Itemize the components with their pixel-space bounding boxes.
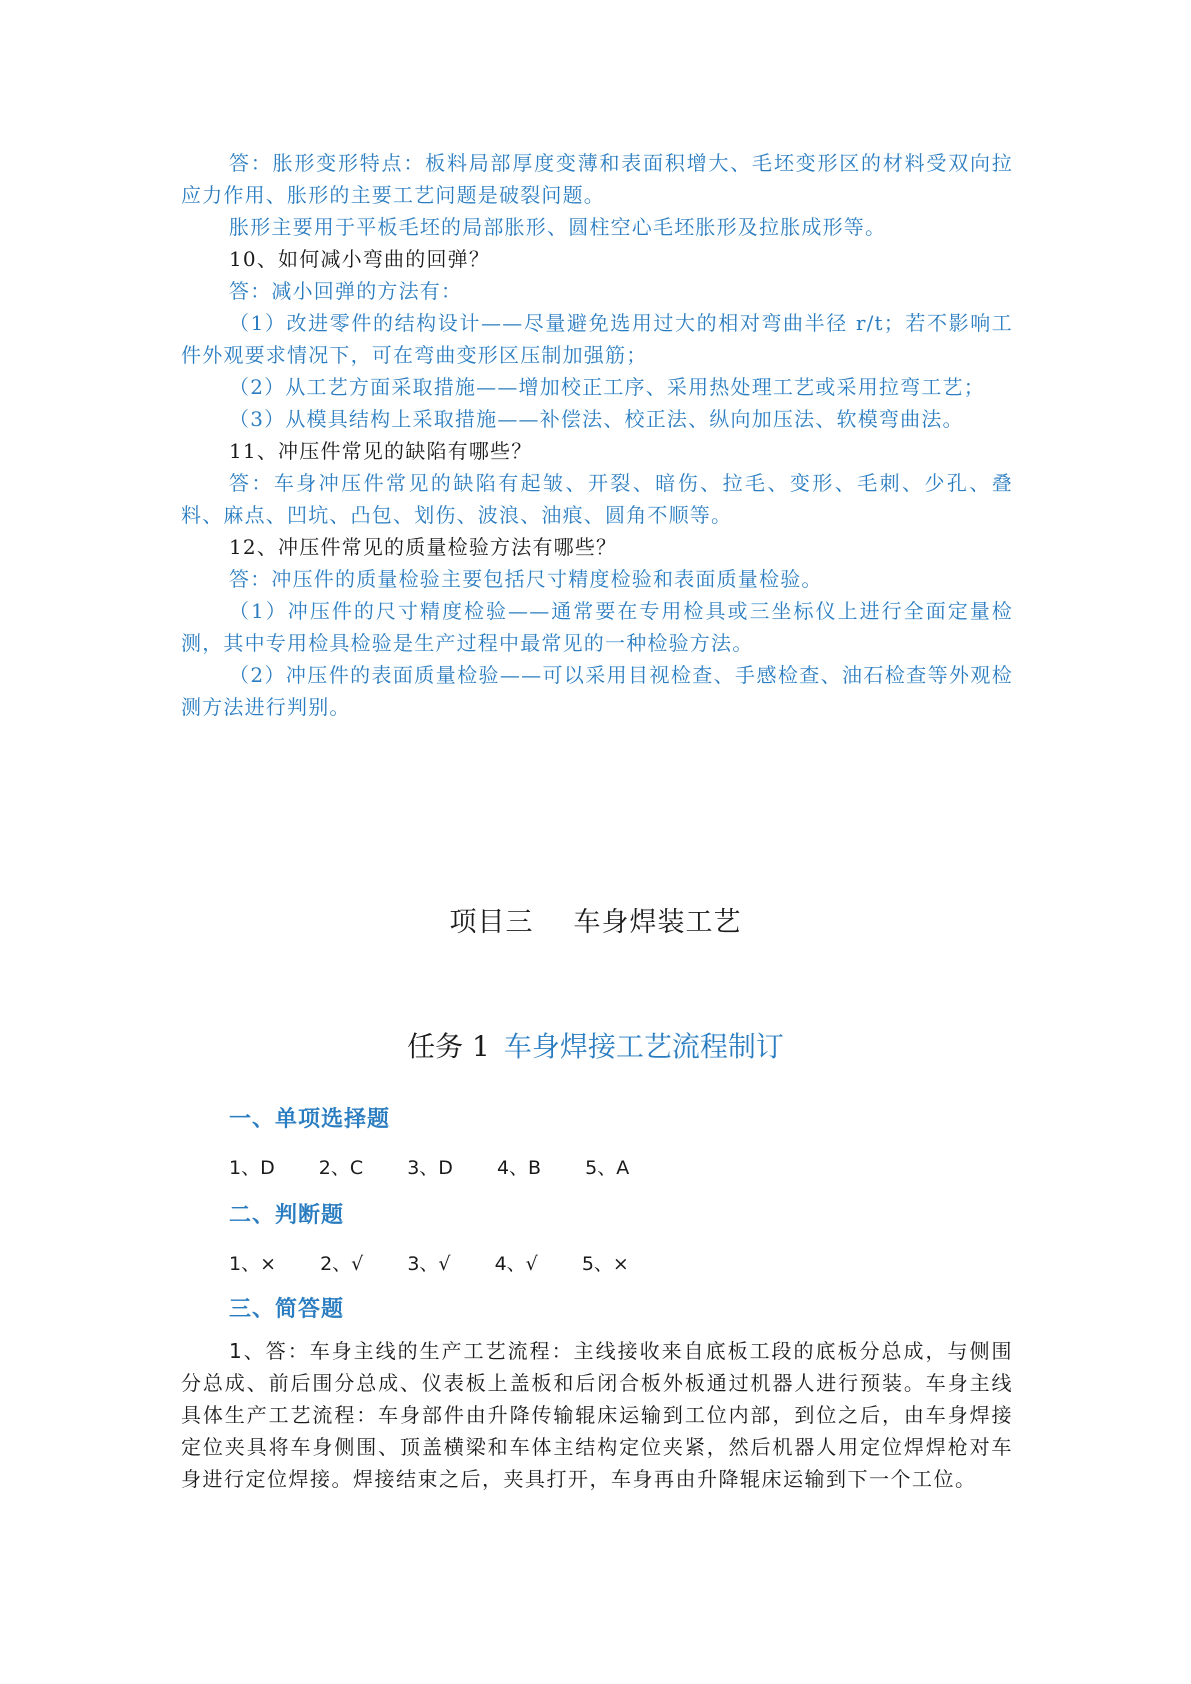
answer-item: 4、B	[496, 1157, 542, 1179]
answer-item: 3、D	[407, 1157, 453, 1179]
answer-item: 4、√	[494, 1253, 538, 1275]
answer-item: 1、D	[229, 1157, 275, 1179]
task-name: 车身焊接工艺流程制订	[503, 1030, 784, 1063]
project-label: 项目三	[449, 907, 534, 938]
answer-item: 2、C	[318, 1157, 364, 1179]
section-short-answer-title: 三、简答题	[229, 1297, 345, 1322]
answer-12-intro: 答：冲压件的质量检验主要包括尺寸精度检验和表面质量检验。	[229, 567, 823, 591]
question-11: 11、冲压件常见的缺陷有哪些？	[229, 439, 533, 463]
section-true-false-title: 二、判断题	[229, 1203, 345, 1228]
task-label: 任务 1	[407, 1030, 490, 1063]
answer-9-paragraph-1: 答：胀形变形特点：板料局部厚度变薄和表面积增大、毛坯变形区的材料受双向拉应力作用、胀形的主要工艺问题是破裂问题。	[181, 151, 1013, 207]
answer-10-item-2: （2）从工艺方面采取措施——增加校正工序、采用热处理工艺或采用拉弯工艺；	[229, 375, 985, 399]
answer-item: 3、√	[407, 1253, 451, 1275]
project-name: 车身焊装工艺	[573, 907, 742, 938]
question-12: 12、冲压件常见的质量检验方法有哪些？	[229, 535, 618, 559]
project-title	[0, 900, 1191, 939]
answer-item: 1、×	[229, 1253, 277, 1275]
single-choice-answers	[229, 1153, 667, 1180]
section-single-choice-title: 一、单项选择题	[229, 1107, 391, 1132]
true-false-answers	[229, 1249, 667, 1276]
task-title	[0, 1025, 1191, 1065]
answer-10-item-3: （3）从模具结构上采取措施——补偿法、校正法、纵向加压法、软模弯曲法。	[229, 407, 964, 431]
short-answer-block	[181, 1335, 1013, 1495]
answer-12-item-1: （1）冲压件的尺寸精度检验——通常要在专用检具或三坐标仪上进行全面定量检测，其中专用检具检验是生产过程中最常见的一种检验方法。	[181, 599, 1013, 655]
answer-12-item-2: （2）冲压件的表面质量检验——可以采用目视检查、手感检查、油石检查等外观检测方法进行判别。	[181, 663, 1013, 719]
answer-item: 5、×	[581, 1253, 629, 1275]
qa-continuation	[181, 147, 1013, 723]
short-answer-1: 1、答：车身主线的生产工艺流程：主线接收来自底板工段的底板分总成，与侧围分总成、前后围分总成、仪表板上盖板和后闭合板外板通过机器人进行预装。车身主线具体生产工艺流程：车身部件由升降传输辊床运输到工位内部，到位之后，由车身焊接定位夹具将车身侧围、顶盖横梁和车体主结构定位夹紧，然后机器人用定位焊焊枪对车身进行定位焊接。焊接结束之后，夹具打开，车身再由升降辊床运输到下一个工位。	[181, 1339, 1013, 1491]
answer-item: 5、A	[585, 1157, 630, 1179]
answer-9-paragraph-2: 胀形主要用于平板毛坯的局部胀形、圆柱空心毛坯胀形及拉胀成形等。	[229, 215, 887, 239]
answer-10-intro: 答：减小回弹的方法有：	[229, 279, 463, 303]
question-10: 10、如何减小弯曲的回弹？	[229, 247, 491, 271]
answer-item: 2、√	[320, 1253, 364, 1275]
answer-10-item-1: （1）改进零件的结构设计——尽量避免选用过大的相对弯曲半径 r/t；若不影响工件外观要求情况下，可在弯曲变形区压制加强筋；	[181, 311, 1013, 367]
answer-11: 答：车身冲压件常见的缺陷有起皱、开裂、暗伤、拉毛、变形、毛刺、少孔、叠料、麻点、凹坑、凸包、划伤、波浪、油痕、圆角不顺等。	[181, 471, 1013, 527]
